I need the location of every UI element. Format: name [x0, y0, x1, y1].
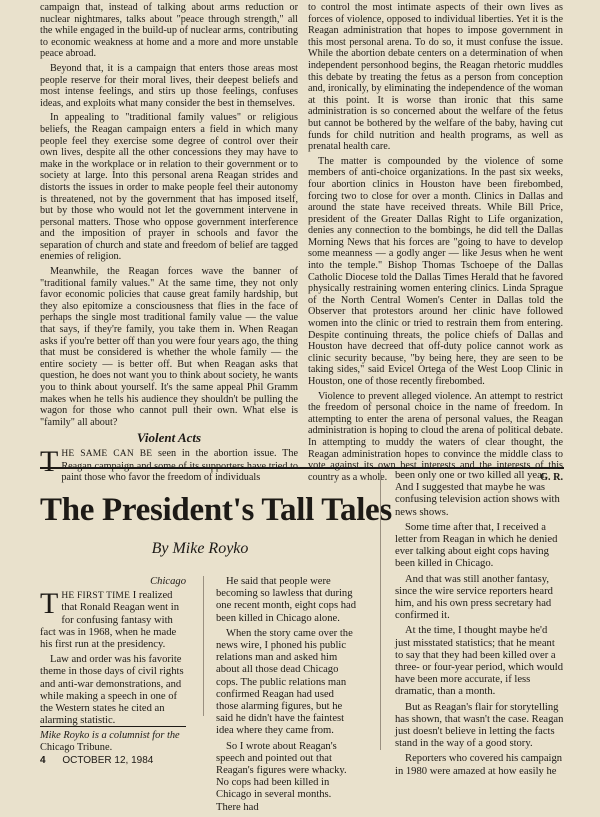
page-number: 4	[40, 755, 46, 766]
drop-cap: T	[40, 444, 59, 478]
bio-divider	[40, 726, 186, 727]
paragraph: So I wrote about Reagan's speech and pointed out that Reagan's figures were whacky. No cops had been killed in Chicago in several months. There had	[216, 740, 347, 813]
paragraph-text: I realized that Ronald Reagan went in for confusing fantasy with fact was in 1968, when he made his first run at the presidency.	[40, 590, 180, 651]
paragraph: In appealing to "traditional family values" or religious beliefs, the Reagan campaign enters a field in which many people feel they exercise some degree of control over their own lives, despite all the other concessions they may have to make in the workplace or in relation to their government or to society at large. Into this personal arena Reagan strides and distorts the issues in order to make people feel their autonomy is threatened, not by the government that has imposed itself, but by those who would not let the government intervene in personal matters. Those who oppose government interference and the imposition of prayer in schools and favor the separation of church and state and freedom of belief are tagged enemies of religion.	[40, 112, 298, 263]
paragraph: to control the most intimate aspects of their own lives as forces of violence, opposed to individual liberties. Yet it is the Reagan administration that hopes to impose government in this most personal arena. To do so, it must confuse the issue. While the abortion debate centers on a determination of when independent personhood begins, the Reagan rhetoric muddles this debate by treating the fetus as a person from conception and, ironically, by eliminating the independence of the woman at this point. It is worse than ironic that this same administration is so concerned about the welfare of the fetus but cannot be bothered by the welfare of the baby, having cut funds for child nutrition and health programs, as well as prenatal health care.	[308, 2, 563, 153]
bio-text: is a columnist for the	[89, 730, 180, 741]
author-bio	[40, 730, 190, 754]
upper-left-column	[40, 2, 298, 487]
lead-in-caps: HE FIRST TIME	[61, 591, 131, 602]
paragraph: The matter is compounded by the violence of some members of anti-choice organizations. In the past six weeks, four abortion clinics in Houston have been firebombed, forcing two to close for over a month. Clinics in Dallas and around the state have received threats. While Bill Price, president of the Greater Dallas Right to Life organization, denies any connection to the bombings, he did tell the Dallas Morning News that his forces are "going to have to develop some meanness — a godly anger — like Jesus when he went into the temple." Bishop Thomas Tschoepe of the Dallas Catholic Diocese told the Dallas Times Herald that he favored physically restraining women entering clinics. Linda Sprague of the North Central Women's Center in Dallas told the Observer that protestors around her clinic have followed women into the clinic or tried to restrain them from entering. Despite continuing threats, the police chiefs of Dallas and Houston have decreed that off-duty police cannot work as clinic security because, "by being here, they are seen to be taking sides," said Evicel Ortega of the West Loop Clinic in Houston, one of those recently firebombed.	[308, 155, 563, 387]
dateline: Chicago	[150, 576, 186, 587]
paragraph: Meanwhile, the Reagan forces wave the banner of "traditional family values." At the same time, they not only favor economic policies that cause great family hardship, but they also epitomize a consciousness that flies in the face of perhaps the single most traditional family value — the value that says, if they're family, you take them in. When Reagan asks if you're better off than you were four years ago, the thing that must be considered is whether the whole family — the entire society — is better off. But when Reagan asks that question, he does not want you to think about society, he wants you to think about yourself. It's the same appeal Phil Gramm makes when he tells his audience they shouldn't be pulling the wagon for those who cannot pull their own. What else is "family" all about?	[40, 266, 298, 428]
paragraph: Law and order was his favorite theme in those days of civil rights and anti-war demonstrations, and while making a speech in one of the Western states he cited an alarming statistic.	[40, 654, 184, 727]
bio-publication: Chicago Tribune.	[40, 742, 113, 753]
paragraph: He said that people were becoming so lawless that during one recent month, eight cops had been killed in Chicago alone.	[216, 576, 357, 624]
author-signature: G. R.	[540, 471, 563, 483]
paragraph: But as Reagan's flair for storytelling has shown, that wasn't the case. Reagan just doesn't believe in letting the facts stand in the way of a good story.	[395, 701, 564, 750]
paragraph	[40, 587, 186, 651]
section-subhead: Violent Acts	[136, 430, 202, 446]
paragraph-text: Violence to prevent alleged violence. An attempt to restrict the freedom of personal choice in the name of freedom. In attempting to enter the arena of personal values, the Reagan administration is hoping to cloud the arena of political debate. In attempting to muddy the waters of clear thought, the Reagan administration hopes to convince the middle class to vote against its own best interests and the interests of this country as a whole.	[308, 390, 563, 483]
byline: By Mike Royko	[151, 540, 249, 557]
paragraph: Beyond that, it is a campaign that enters those areas most people reserve for their moral lives, their deepest beliefs and most intense feelings, and stirs up those feelings, confuses ideas, and exploits what many consider the best in themselves.	[40, 62, 298, 109]
article-column-3	[395, 470, 565, 781]
drop-cap: T	[40, 587, 59, 621]
lead-in-caps: HE SAME CAN BE	[61, 448, 153, 459]
paragraph: been only one or two killed all year. And I suggested that maybe he was confusing television action shows with news shows.	[395, 470, 560, 518]
bio-author-name: Mike Royko	[40, 730, 90, 741]
column-divider	[380, 470, 381, 750]
paragraph: And that was still another fantasy, since the wire service reporters heard him, and his own press secretary had confirmed it.	[395, 573, 553, 622]
article-headline: The President's Tall Tales	[40, 492, 392, 528]
paragraph: Reporters who covered his campaign in 1980 were amazed at how easily he	[395, 753, 563, 777]
paragraph	[40, 444, 298, 484]
paragraph-text: seen in the abortion issue. The Reagan campaign and some of its supporters have tried to paint those who favor the freedom of individuals	[61, 447, 298, 484]
upper-right-column	[308, 2, 563, 486]
issue-date: OCTOBER 12, 1984	[62, 755, 154, 766]
column-divider	[203, 576, 204, 716]
paragraph: campaign that, instead of talking about arms reduction or nuclear nightmares, talks about "peace through strength," all the while engaged in the build-up of nuclear arms, contributing to economic weakness at home and a more and more unstable peace abroad.	[40, 2, 298, 60]
page-footer	[40, 755, 153, 766]
paragraph: When the story came over the news wire, I phoned his public relations man and asked him about all those dead Chicago cops. The public relations man confirmed Reagan had used those alarming figures, but he said he didn't have the faintest idea where they came from.	[216, 627, 353, 737]
paragraph: Some time after that, I received a letter from Reagan in which he denied ever talking about eight cops having been killed in Chicago.	[395, 521, 558, 570]
article-column-1	[40, 576, 186, 730]
section-divider	[40, 467, 564, 469]
paragraph: At the time, I thought maybe he'd just misstated statistics; that he meant to say that they had been killed over a three- or four-year period, which would have been more accurate, if less dramatic, than a month.	[395, 625, 564, 698]
